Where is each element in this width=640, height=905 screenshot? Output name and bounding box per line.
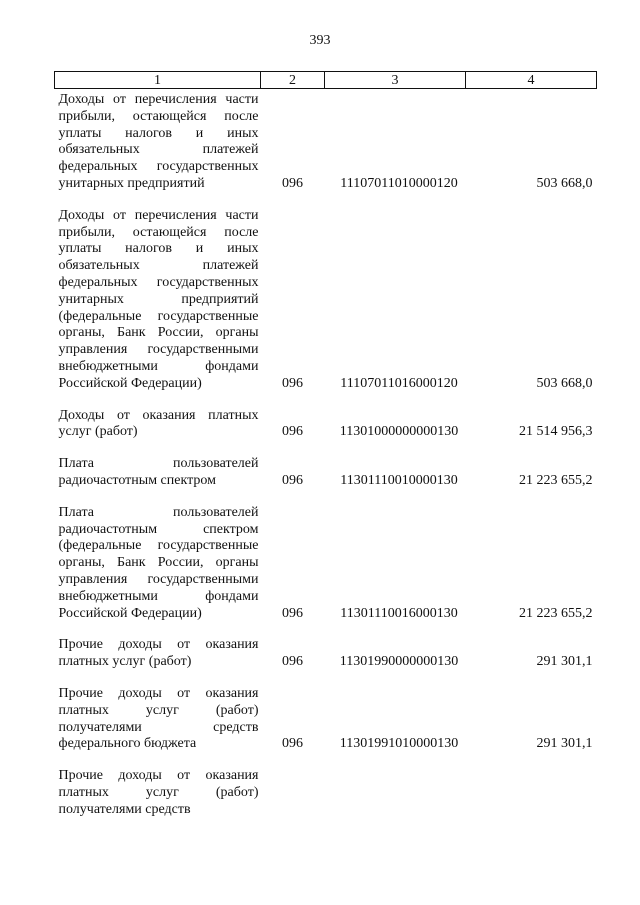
column-header-3: 3 — [325, 72, 466, 89]
row-amount: 503 668,0 — [536, 375, 593, 391]
page-number: 393 — [309, 33, 331, 48]
row-budget-code — [325, 768, 466, 818]
table-row — [55, 408, 597, 442]
revenue-table — [54, 71, 597, 818]
table-row — [55, 686, 597, 753]
row-amount: 21 223 655,2 — [519, 472, 593, 488]
row-name: Прочие доходы от оказания платных услуг (работ) получателями средств федерального бюджета — [58, 685, 259, 752]
row-amount: 21 223 655,2 — [519, 605, 593, 621]
row-name: Прочие доходы от оказания платных услуг (работ) получателями средств — [58, 768, 259, 817]
table-row — [55, 89, 597, 193]
row-name: Доходы от оказания платных услуг (работ) — [58, 407, 259, 440]
table-row — [55, 637, 597, 671]
table-row — [55, 208, 597, 393]
table-row — [55, 456, 597, 490]
column-header-1: 1 — [55, 72, 261, 89]
row-admin-code: 096 — [282, 472, 303, 488]
row-amount: 503 668,0 — [536, 175, 593, 191]
row-admin-code: 096 — [282, 375, 303, 391]
row-name: Доходы от перечисления части прибыли, остающейся после уплаты налогов и иных обязательных платежей федеральных государственных унитарных предприятий (федеральные государственные органы, Банк России, органы управления государственными внебюджетными фондами Российской Федерации) — [58, 207, 259, 391]
row-admin-code: 096 — [282, 175, 303, 191]
row-budget-code: 11301110016000130 — [340, 605, 458, 621]
table-row — [55, 768, 597, 818]
row-admin-code: 096 — [282, 605, 303, 621]
row-budget-code: 11107011016000120 — [340, 375, 458, 391]
row-name: Плата пользователей радиочастотным спектром (федеральные государственные органы, Банк России, органы управления государственными внебюджетными фондами Российской Федерации) — [58, 504, 259, 621]
column-header-4: 4 — [466, 72, 597, 89]
row-budget-code: 11107011010000120 — [340, 175, 458, 191]
row-budget-code: 11301991010000130 — [339, 736, 459, 752]
row-budget-code: 11301990000000130 — [339, 654, 459, 670]
row-admin-code: 096 — [282, 736, 303, 752]
row-amount: 291 301,1 — [536, 736, 593, 752]
table-row — [55, 505, 597, 623]
row-name: Прочие доходы от оказания платных услуг (работ) — [58, 637, 259, 670]
row-amount: 21 514 956,3 — [519, 424, 593, 440]
row-budget-code: 11301000000000130 — [339, 424, 459, 440]
row-budget-code: 11301110010000130 — [340, 472, 458, 488]
row-name: Плата пользователей радиочастотным спектром — [58, 456, 259, 488]
row-admin-code — [261, 768, 325, 818]
column-header-2: 2 — [261, 72, 325, 89]
column-number-row — [55, 72, 597, 89]
row-admin-code: 096 — [282, 424, 303, 440]
row-amount — [466, 768, 597, 818]
row-admin-code: 096 — [282, 654, 303, 670]
row-amount: 291 301,1 — [536, 654, 593, 670]
row-name: Доходы от перечисления части прибыли, остающейся после уплаты налогов и иных обязательных платежей федеральных государственных унитарных предприятий — [58, 92, 259, 191]
